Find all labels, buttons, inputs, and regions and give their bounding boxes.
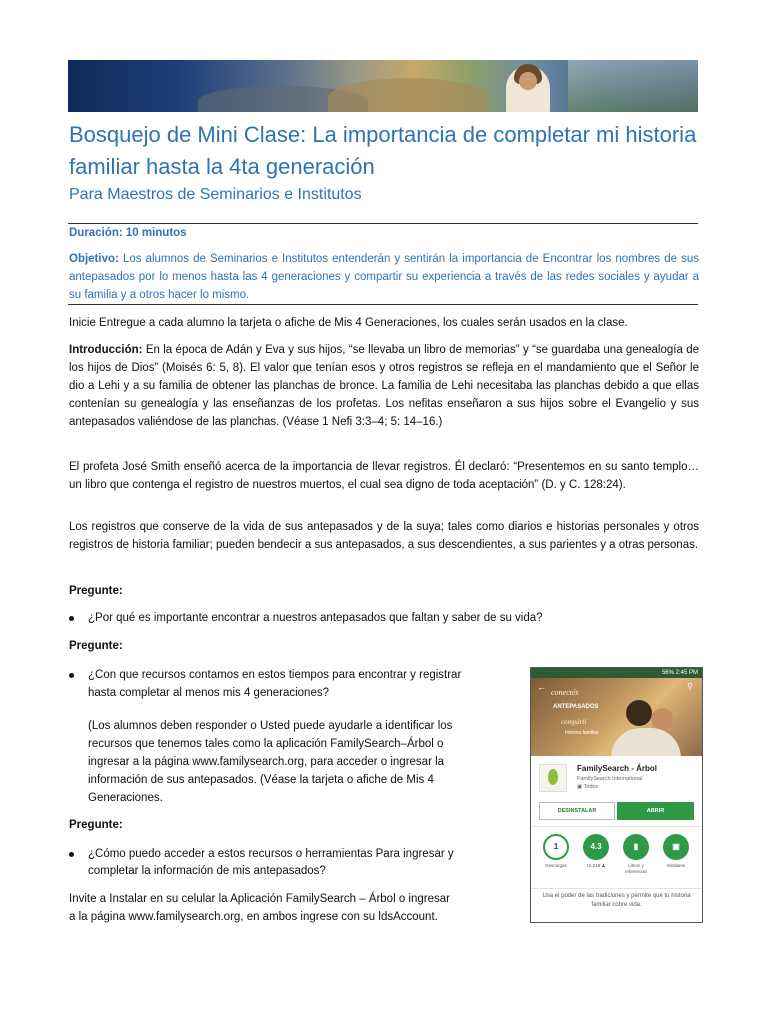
divider xyxy=(531,826,702,827)
hero-person xyxy=(651,708,673,730)
introduction-text: En la época de Adán y Eva y sus hijos, “se llevaba un libro de memorias” y “se guardaba una genealogía de los hijos de Dios” (Moisés 6: 5, 8). El valor que tenían esos y otros registros se refleja en el mandamiento que el Señor le dio a Lehi y a su familia de obtener las planchas de bronce. La familia de Lehi necesitaba las planchas debido a que ellas contenían su genealogía y las enseñanzas de los profetas. Los nefitas enseñaron a sus hijos sobre el Evangelio y sus antepasados valiéndose de las planchas. (Véase 1 Nefi 3:3–4; 5: 14–16.) xyxy=(69,344,699,428)
app-developer: FamilySearch International xyxy=(577,776,643,782)
invite-line: Invite a Instalar en su celular la Aplicación FamilySearch – Árbol o ingresar xyxy=(69,893,450,905)
inicie-paragraph: Inicie Entregue a cada alumno la tarjeta o afiche de Mis 4 Generaciones, los cuales serán usados en la clase. xyxy=(69,317,628,329)
question-text: ¿Cómo puedo acceder a estos recursos o herramientas Para ingresar y xyxy=(88,848,454,860)
hero-person xyxy=(611,728,681,756)
response-text: Generaciones. xyxy=(88,792,163,804)
hero-text: compártí xyxy=(561,718,587,726)
document-subtitle: Para Maestros de Seminarios e Institutos xyxy=(69,186,362,203)
open-button[interactable]: ABRIR xyxy=(617,802,694,820)
bullet-icon xyxy=(69,673,74,678)
question-text: ¿Por qué es importante encontrar a nuestros antepasados que faltan y saber de su vida? xyxy=(88,612,543,624)
downloads-stat xyxy=(539,834,573,869)
pregunte-label: Pregunte: xyxy=(69,640,123,652)
banner-landscape xyxy=(568,60,698,112)
app-name: FamilySearch - Árbol xyxy=(577,764,658,773)
status-bar-text: 56% 2:45 PM xyxy=(661,670,698,676)
app-hero-image xyxy=(531,678,702,756)
question-text: ¿Con que recursos contamos en estos tiempos para encontrar y registrar xyxy=(88,669,462,681)
status-bar xyxy=(531,668,702,678)
familysearch-app-icon xyxy=(539,764,567,792)
question-text: completar la información de mis antepasados? xyxy=(88,865,326,877)
pregunte-label: Pregunte: xyxy=(69,819,123,831)
stat-label: Similares xyxy=(666,863,686,868)
introduction-paragraph xyxy=(69,341,699,431)
banner-hill xyxy=(328,78,488,112)
app-description: Usa el poder de las tradiciones y permite que tu historia familiar cobre vida. xyxy=(542,893,691,908)
search-icon: ⚲ xyxy=(687,682,693,691)
content-rating: ▣ Todos xyxy=(577,784,599,790)
pregunte-label: Pregunte: xyxy=(69,585,123,597)
divider xyxy=(68,223,698,224)
back-arrow-icon: ← xyxy=(537,682,546,692)
hero-text: conectés xyxy=(551,688,579,697)
objective-paragraph xyxy=(69,250,699,304)
objective-text: Los alumnos de Seminarios e Institutos entenderán y sentirán la importancia de Encontrar los nombres de sus antepasados por lo menos hasta las 4 generaciones y compartir su experiencia a través de las redes sociales y ayudar a su familia y a otros hacer lo mismo. xyxy=(69,253,699,301)
response-text: ingresar a la página www.familysearch.org, para acceder o ingresar la xyxy=(88,756,445,768)
divider xyxy=(531,888,702,889)
book-icon: ▮ xyxy=(623,834,649,860)
tree-leaf-icon xyxy=(548,769,558,785)
divider xyxy=(68,304,698,305)
registros-paragraph: Los registros que conserve de la vida de sus antepasados y de la suya; tales como diarios e historias personales y otros registros de historia familiar; pueden bendecir a sus antepasados, a sus descendientes, a sus parientes y a otras personas. xyxy=(69,521,699,551)
rating-badge: 4.3 xyxy=(583,834,609,860)
objective-label: Objetivo: xyxy=(69,253,119,265)
hero-text: historia familiar xyxy=(565,730,599,736)
header-banner-image xyxy=(68,60,698,112)
stat-label: 16.219 ♟ xyxy=(586,863,606,868)
category-stat xyxy=(619,834,653,875)
stat-label: Libros y referencias xyxy=(624,863,648,874)
similar-apps-icon: ▣ xyxy=(663,834,689,860)
content-rating-text: Todos xyxy=(583,784,599,790)
response-text: (Los alumnos deben responder o Usted puede ayudarle a identificar los xyxy=(88,720,453,732)
stat-label: Descargas xyxy=(545,863,567,868)
response-text: recursos que tenemos tales como la aplicación FamilySearch–Árbol o xyxy=(88,738,444,750)
uninstall-button[interactable]: DESINSTALAR xyxy=(539,802,615,820)
app-store-screenshot xyxy=(530,667,703,923)
document-title: Bosquejo de Mini Clase: La importancia de completar mi historia familiar hasta la 4ta generación xyxy=(69,122,697,179)
response-text: información de sus antepasados. (Véase la tarjeta o afiche de Mis 4 xyxy=(88,774,434,786)
bullet-icon xyxy=(69,616,74,621)
duration-label: Duración: 10 minutos xyxy=(69,227,187,239)
bullet-icon xyxy=(69,852,74,857)
question-text: hasta completar al menos mis 4 generaciones? xyxy=(88,687,329,699)
introduction-label: Introducción: xyxy=(69,344,143,356)
rating-stat xyxy=(579,834,613,869)
hero-person xyxy=(626,700,652,726)
profeta-paragraph: El profeta José Smith enseñó acerca de la importancia de llevar registros. Él declaró: “Presentemos en su santo templo… un libro que contenga el registro de nuestros muertos, el cual sea digno de toda aceptación” (D. y C. 128:24). xyxy=(69,461,699,491)
hero-text: ANTEPASADOS xyxy=(553,704,599,710)
invite-line: a la página www.familysearch.org, en ambos ingrese con su ldsAccount. xyxy=(69,911,438,923)
banner-figure-face xyxy=(519,72,537,90)
similar-stat[interactable] xyxy=(659,834,693,869)
downloads-badge: 1 xyxy=(543,834,569,860)
